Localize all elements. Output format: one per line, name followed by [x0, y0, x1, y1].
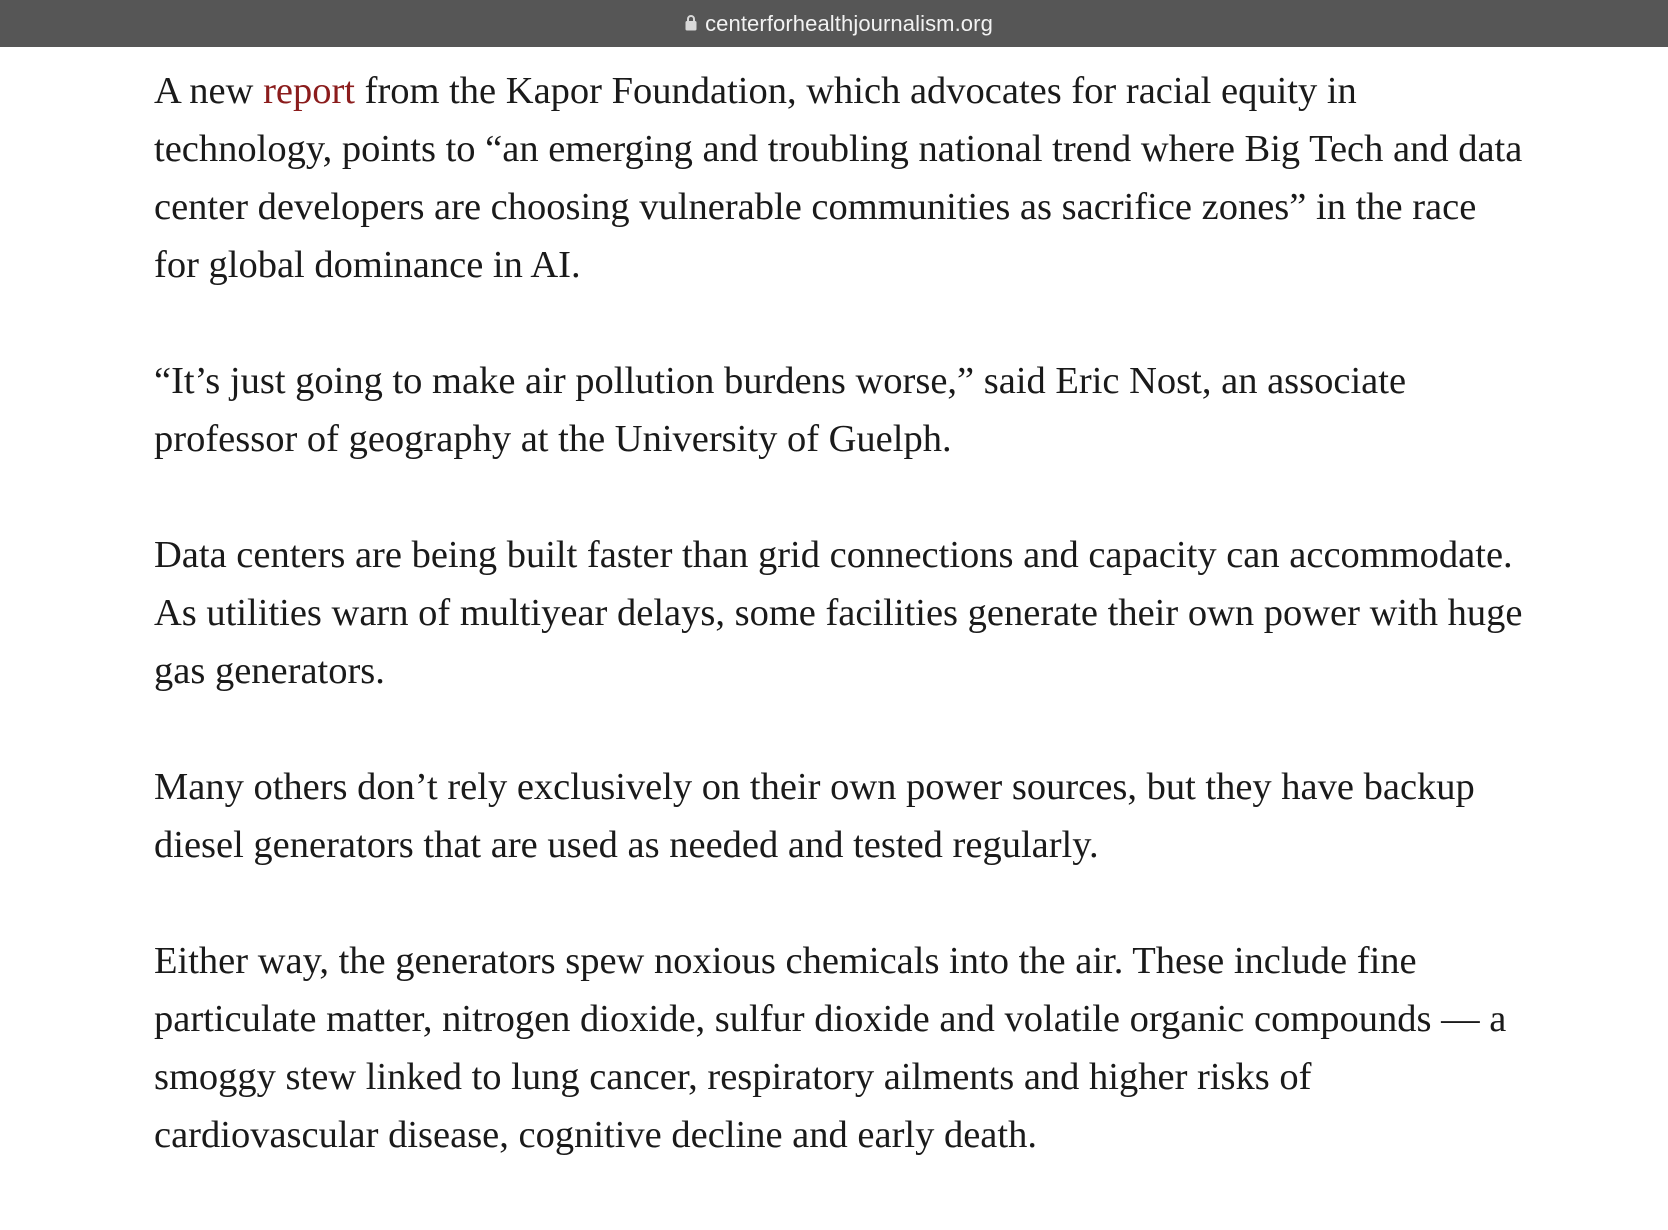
- url-bar[interactable]: [0, 0, 1668, 47]
- paragraph-backup-generators: Many others don’t rely exclusively on their own power sources, but they have backup diesel generators that are used as needed and tested regularly.: [154, 766, 1475, 866]
- report-link[interactable]: report: [263, 70, 356, 112]
- article-body: [154, 62, 1524, 1222]
- paragraph-text: from the Kapor Foundation, which advocates for racial equity in technology, points to “an emerging and troubling national trend where Big Tech and data center developers are choosing vulnerable communities as sacrifice zones” in the race for global dominance in AI.: [154, 70, 1523, 286]
- url-text: centerforhealthjournalism.org: [705, 10, 993, 36]
- paragraph-noxious-chemicals: Either way, the generators spew noxious chemicals into the air. These include fine particulate matter, nitrogen dioxide, sulfur dioxide and volatile organic compounds — a smoggy stew linked to lung cancer, respiratory ailments and higher risks of cardiovascular disease, cognitive decline and early death.: [154, 940, 1507, 1156]
- paragraph-nost-quote: “It’s just going to make air pollution burdens worse,” said Eric Nost, an associate professor of geography at the University of Guelph.: [154, 360, 1407, 460]
- lock-icon: [685, 14, 697, 31]
- paragraph-grid-delays: Data centers are being built faster than grid connections and capacity can accommodate. As utilities warn of multiyear delays, some facilities generate their own power with huge gas generators.: [154, 534, 1523, 692]
- url-display[interactable]: [685, 11, 993, 37]
- paragraph-text: A new: [154, 70, 264, 112]
- paragraph-kapor-report: [154, 62, 1524, 294]
